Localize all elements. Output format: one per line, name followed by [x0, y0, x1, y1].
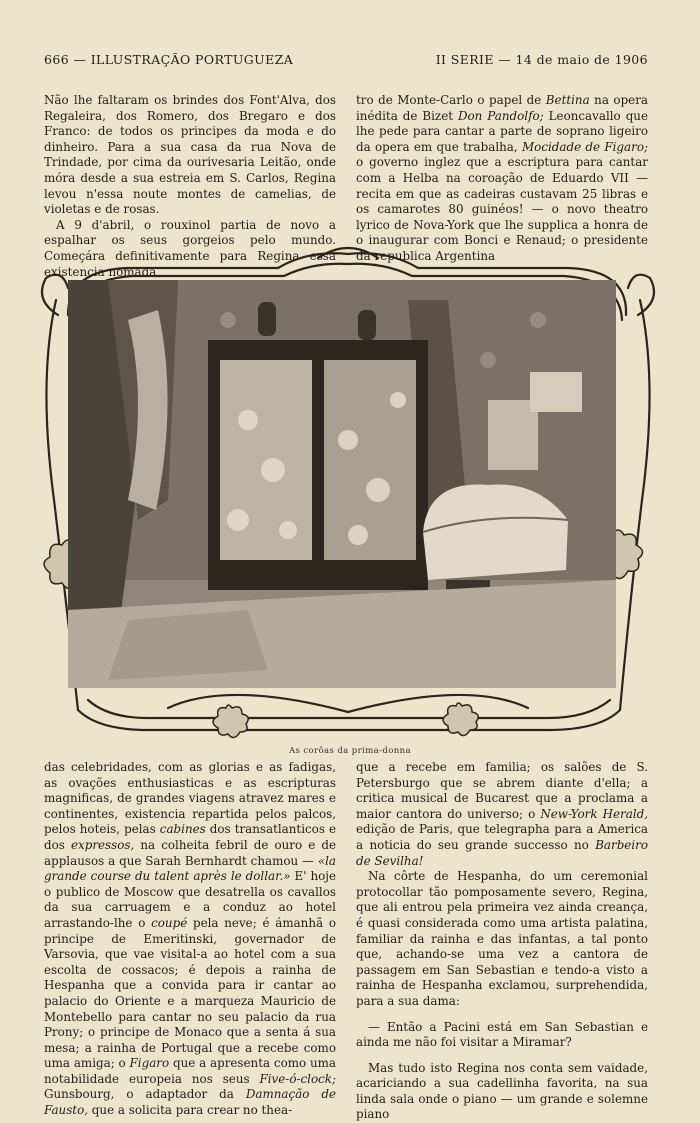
header-issue-date: II SERIE — 14 de maio de 1906	[435, 52, 648, 67]
top-columns	[44, 93, 649, 279]
header-page-title: 666 — ILLUSTRAÇÃO PORTUGUEZA	[44, 52, 294, 67]
photograph-room-with-wreaths	[68, 280, 616, 688]
running-header	[44, 52, 648, 67]
top-left-column	[44, 93, 336, 279]
art-nouveau-frame	[28, 240, 668, 745]
paragraph: Mas tudo isto Regina nos conta sem vaidade, acariciando a sua cadellinha favorita, na sua linda sala onde o piano — um grande e solemne piano	[356, 1060, 648, 1122]
photo-caption: As corôas da prima-donna	[288, 746, 411, 756]
top-right-column	[356, 93, 649, 263]
quoted-dialogue: — Então a Pacini está em San Sebastian e ainda me não foi visitar a Miramar?	[356, 1019, 648, 1050]
bottom-columns	[44, 760, 648, 1122]
flower-ornament-bottom-left	[213, 705, 248, 738]
bottom-left-column	[44, 760, 337, 1118]
paragraph: das celebridades, com as glorias e as fadigas, as ovações enthusiasticas e as escripturas magnificas, de grandes viagens atravez mares e continentes, existencia repartida pelos palcos, pelos hoteis, pelas cabines dos transatlanticos e dos expressos, na colheita febril de ouro e de applausos a que Sarah Bernhardt chamou — «la grande course du talent après le dollar.» E' hoje o publico de Moscow que desatrella os cavallos da sua carruagem e a conduz ao hotel arrastando-lhe o coupé pela neve; é ámanhã o principe de Emeritinski, governador de Varsovia, que vae visital-a ao hotel com a sua escolta de cossacos; é depois a rainha de Hespanha que a convida para ir cantar ao palacio do Oriente e a marqueza Mauricio de Montebello para cantar no seu palacio da rua Prony; o principe de Monaco que a senta á sua mesa; a rainha de Portugal que a recebe como uma amiga; o Figaro que a apresenta como uma notabilidade europeia nos seus Five-ó-clock; Gunsbourg, o adaptador da Damnação de Fausto, que a solicita para crear no thea-	[44, 760, 337, 1118]
bottom-right-column	[356, 760, 648, 1122]
paragraph: Na côrte de Hespanha, do um ceremonial protocollar tão pomposamente severo, Regina, que ali entrou pela primeira vez ainda creança, é quasi considerada como uma artista palatina, familiar da rainha e das infantas, a tal ponto que, achando-se uma vez a cantora de passagem em San Sebastian e tendo-a visto a rainha de Hespanha exclamou, surprehendida, para a sua dama:	[356, 869, 648, 1008]
paragraph: Não lhe faltaram os brindes dos Font'Alva, dos Regaleira, dos Romero, dos Bregaro e dos Franco: de todos os principes da moda e do dinheiro. Para a sua casa da rua Nova de Trindade, por cima da ourivesaria Leitão, onde móra desde a sua estreia em S. Carlos, Regina levou n'essa noute montes de camelias, de violetas e de rosas.	[44, 93, 336, 217]
paragraph: A 9 d'abril, o rouxinol partia de novo a espalhar os seus gorgeios pelo mundo. Começára definitivamente para Regina essa existencia nomada	[44, 217, 336, 279]
paragraph: tro de Monte-Carlo o papel de Bettina na opera inédita de Bizet Don Pandolfo; Leoncavallo que lhe pede para cantar a parte de soprano ligeiro da opera em que trabalha, Mocidade de Figaro; o governo inglez que a escriptura para cantar com a Helba na coroação de Eduardo VII — recita em que as cadeiras custavam 25 libras e os camarotes 80 guinéos! — o novo theatro lyrico de Nova-York que lhe supplica a honra de o inaugurar com Bonci e Renaud; o presidente da republica Argentina	[356, 93, 649, 263]
paragraph: que a recebe em familia; os salões de S. Petersburgo que se abrem diante d'ella; a critica musical de Bucarest que a proclama a maior cantora do universo; o New-York Herald, edição de Paris, que telegrapha para a America a noticia do seu grande successo no Barbeiro de Sevilha!	[356, 760, 648, 868]
